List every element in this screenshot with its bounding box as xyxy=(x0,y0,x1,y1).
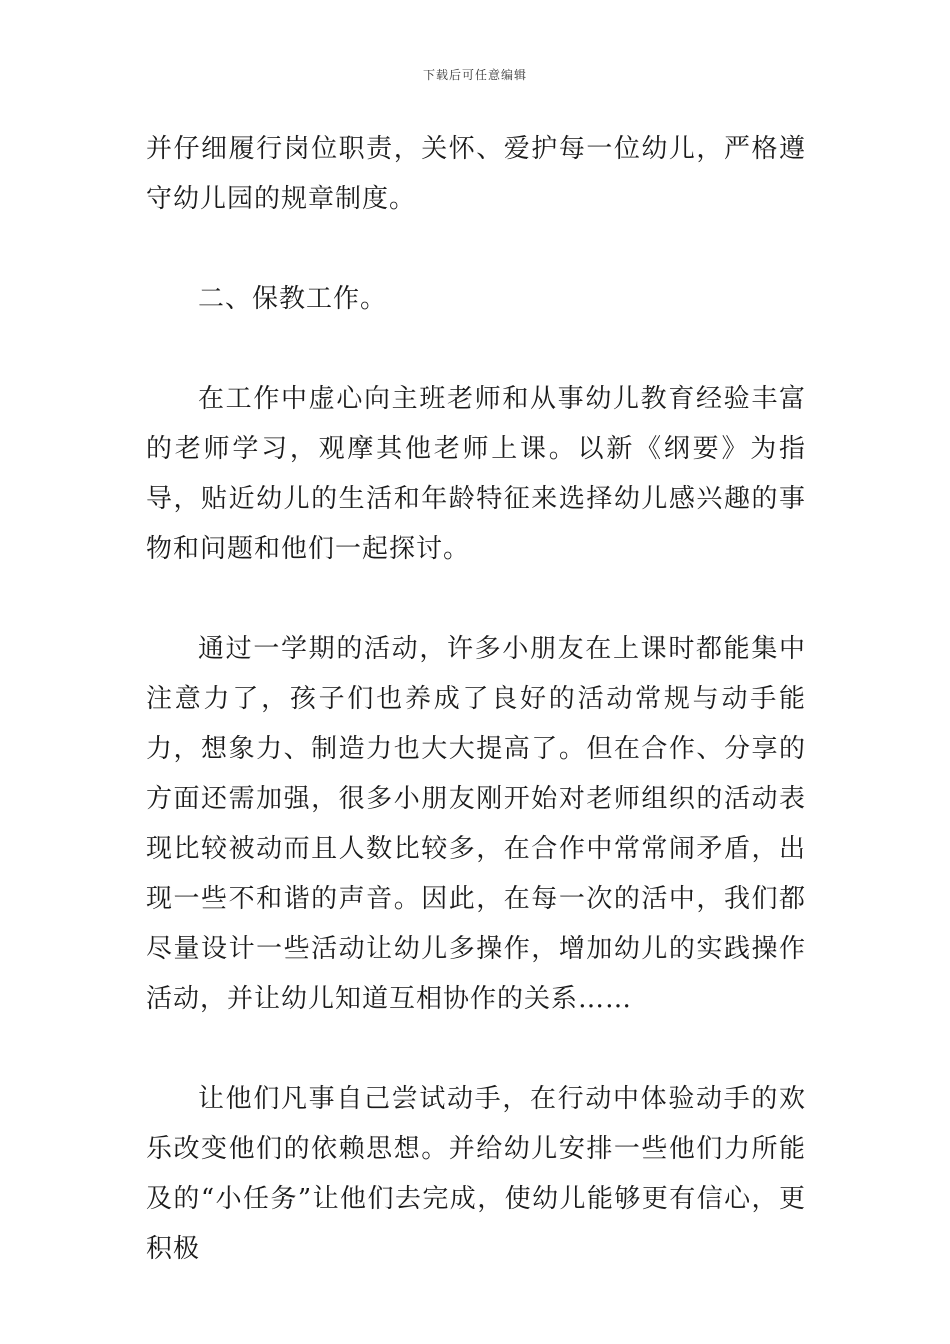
paragraph-learning: 在工作中虚心向主班老师和从事幼儿教育经验丰富的老师学习，观摩其他老师上课。以新《纲要》为指导，贴近幼儿的生活和年龄特征来选择幼儿感兴趣的事物和问题和他们一起探讨。 xyxy=(146,384,806,564)
paragraph-gap xyxy=(146,324,806,374)
paragraph-activities: 通过一学期的活动，许多小朋友在上课时都能集中注意力了，孩子们也养成了良好的活动常规与动手能力，想象力、制造力也大大提高了。但在合作、分享的方面还需加强，很多小朋友刚开始对老师组织的活动表现比较被动而且人数比较多，在合作中常常闹矛盾，出现一些不和谐的声音。因此，在每一次的活中，我们都尽量设计一些活动让幼儿多操作，增加幼儿的实践操作活动，并让幼儿知道互相协作的关系…… xyxy=(146,634,806,1014)
paragraph-gap xyxy=(146,574,806,624)
paragraph-continuation: 并仔细履行岗位职责，关怀、爱护每一位幼儿，严格遵守幼儿园的规章制度。 xyxy=(146,134,806,214)
paragraph-independence: 让他们凡事自己尝试动手，在行动中体验动手的欢乐改变他们的依赖思想。并给幼儿安排一些他们力所能及的“小任务”让他们去完成，使幼儿能够更有信心，更积极 xyxy=(146,1084,806,1264)
section-heading: 二、保教工作。 xyxy=(198,284,388,314)
document-body xyxy=(146,124,806,1274)
paragraph-gap xyxy=(146,1024,806,1074)
paragraph-gap xyxy=(146,224,806,274)
header-note: 下载后可任意编辑 xyxy=(422,68,527,82)
